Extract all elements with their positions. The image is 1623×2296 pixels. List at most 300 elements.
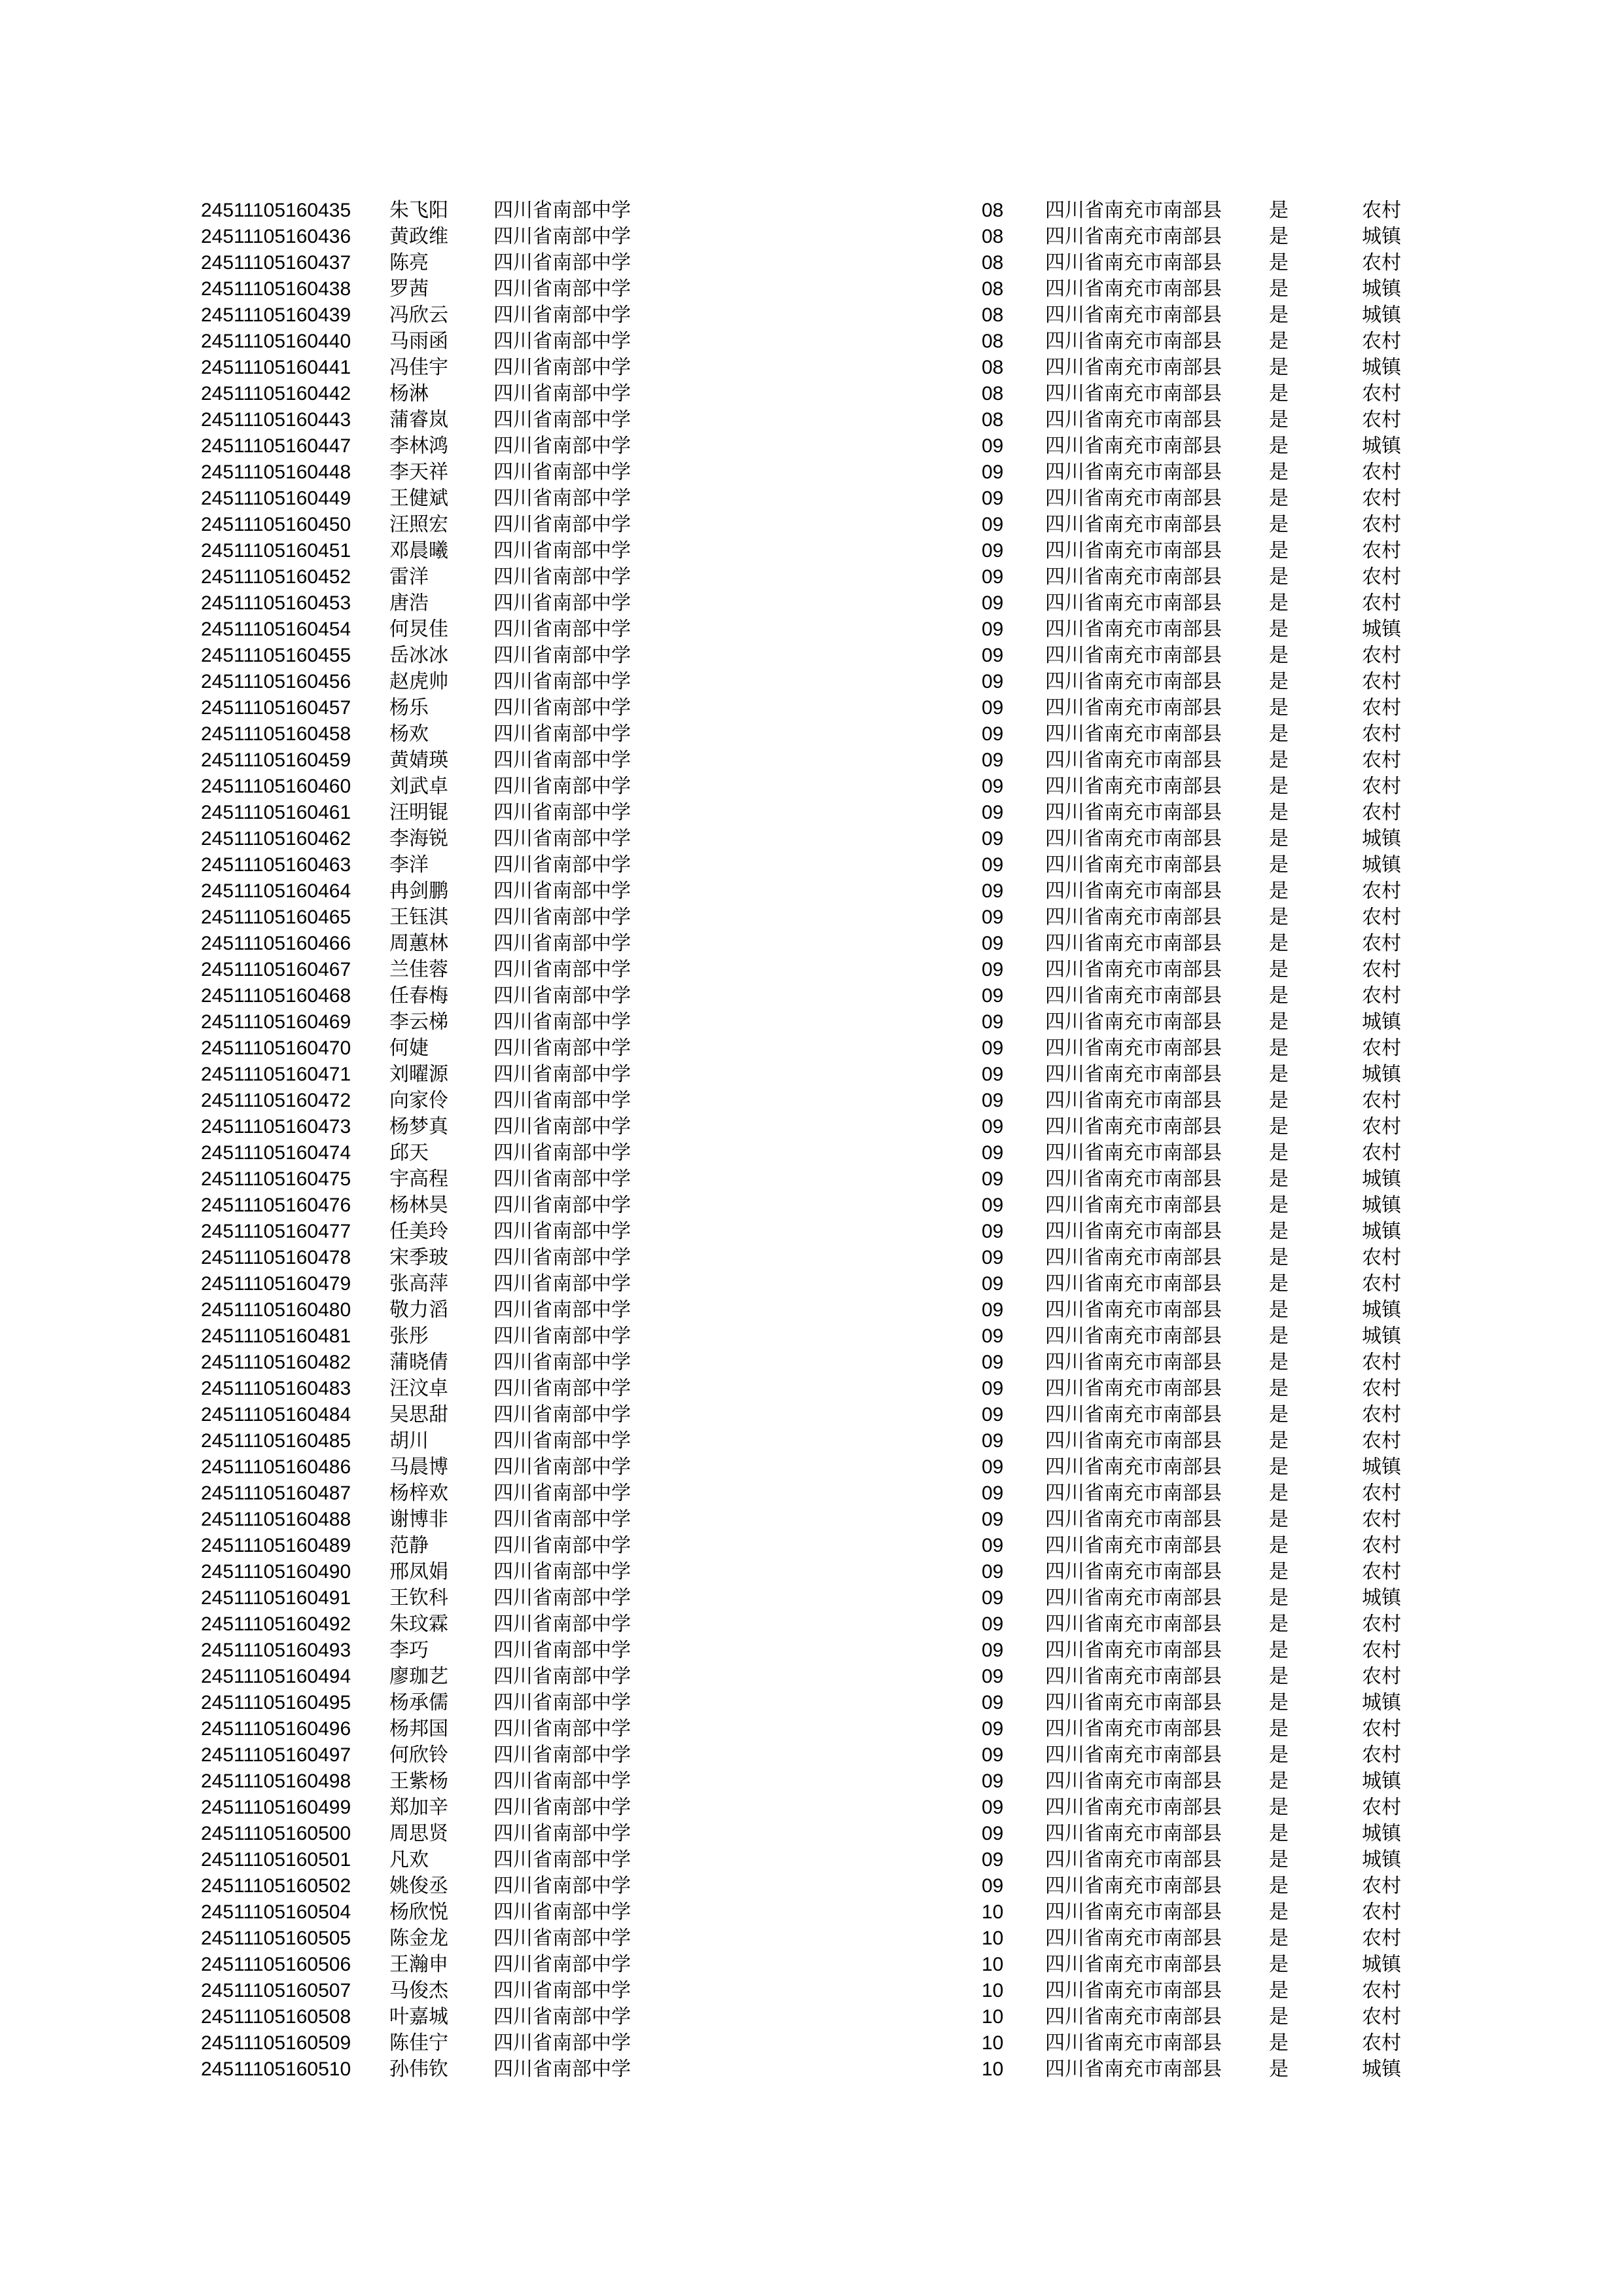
table-row	[201, 1428, 1444, 1454]
table-row	[201, 2004, 1444, 2030]
region-name: 四川省南充市南部县	[1045, 330, 1222, 353]
school-name: 四川省南部中学	[493, 1901, 631, 1924]
student-id: 24511105160466	[201, 933, 351, 954]
student-name: 王健斌	[389, 487, 448, 510]
student-name: 陈亮	[389, 251, 429, 274]
eligibility-flag: 是	[1269, 1429, 1289, 1452]
region-name: 四川省南充市南部县	[1045, 1063, 1222, 1086]
class-number: 09	[982, 1849, 1004, 1871]
residence-type: 农村	[1362, 1089, 1401, 1112]
table-row	[201, 1088, 1444, 1114]
student-id: 24511105160473	[201, 1116, 351, 1138]
region-name: 四川省南充市南部县	[1045, 1194, 1222, 1217]
eligibility-flag: 是	[1269, 1927, 1289, 1950]
residence-type: 农村	[1362, 1037, 1401, 1060]
class-number: 09	[982, 1613, 1004, 1635]
student-id: 24511105160493	[201, 1640, 351, 1661]
eligibility-flag: 是	[1269, 801, 1289, 824]
region-name: 四川省南充市南部县	[1045, 749, 1222, 772]
table-row	[201, 1166, 1444, 1193]
school-name: 四川省南部中学	[493, 670, 631, 693]
student-name: 范静	[389, 1534, 429, 1557]
school-name: 四川省南部中学	[493, 723, 631, 745]
region-name: 四川省南充市南部县	[1045, 1534, 1222, 1557]
region-name: 四川省南充市南部县	[1045, 1429, 1222, 1452]
student-name: 杨梓欢	[389, 1482, 448, 1505]
eligibility-flag: 是	[1269, 1770, 1289, 1793]
class-number: 08	[982, 200, 1004, 221]
eligibility-flag: 是	[1269, 932, 1289, 955]
class-number: 08	[982, 383, 1004, 404]
eligibility-flag: 是	[1269, 880, 1289, 903]
school-name: 四川省南部中学	[493, 1613, 631, 1636]
eligibility-flag: 是	[1269, 330, 1289, 353]
residence-type: 城镇	[1362, 1299, 1401, 1321]
school-name: 四川省南部中学	[493, 1874, 631, 1897]
table-row	[201, 1376, 1444, 1402]
school-name: 四川省南部中学	[493, 539, 631, 562]
school-name: 四川省南部中学	[493, 2032, 631, 2054]
eligibility-flag: 是	[1269, 1665, 1289, 1688]
class-number: 09	[982, 1797, 1004, 1818]
school-name: 四川省南部中学	[493, 1456, 631, 1479]
residence-type: 农村	[1362, 749, 1401, 772]
residence-type: 农村	[1362, 592, 1401, 615]
school-name: 四川省南部中学	[493, 1246, 631, 1269]
residence-type: 城镇	[1362, 1691, 1401, 1714]
student-id: 24511105160509	[201, 2032, 351, 2054]
residence-type: 城镇	[1362, 853, 1401, 876]
student-id: 24511105160501	[201, 1849, 351, 1871]
eligibility-flag: 是	[1269, 592, 1289, 615]
student-id: 24511105160485	[201, 1430, 351, 1452]
region-name: 四川省南充市南部县	[1045, 382, 1222, 405]
student-id: 24511105160480	[201, 1299, 351, 1321]
table-row	[201, 1454, 1444, 1480]
table-row	[201, 957, 1444, 983]
student-name: 马雨函	[389, 330, 448, 353]
region-name: 四川省南充市南部县	[1045, 1272, 1222, 1295]
student-id: 24511105160506	[201, 1954, 351, 1975]
eligibility-flag: 是	[1269, 278, 1289, 300]
student-id: 24511105160481	[201, 1325, 351, 1347]
region-name: 四川省南充市南部县	[1045, 1822, 1222, 1845]
class-number: 09	[982, 566, 1004, 588]
residence-type: 城镇	[1362, 1456, 1401, 1479]
student-id: 24511105160439	[201, 304, 351, 326]
region-name: 四川省南充市南部县	[1045, 1037, 1222, 1060]
class-number: 08	[982, 252, 1004, 274]
table-row	[201, 826, 1444, 852]
table-row	[201, 1507, 1444, 1533]
student-name: 李天祥	[389, 461, 448, 484]
table-row	[201, 1926, 1444, 1952]
residence-type: 农村	[1362, 984, 1401, 1007]
student-name: 任美玲	[389, 1220, 448, 1243]
student-id: 24511105160484	[201, 1404, 351, 1426]
student-id: 24511105160483	[201, 1378, 351, 1399]
student-name: 唐浩	[389, 592, 429, 615]
class-number: 09	[982, 488, 1004, 509]
class-number: 09	[982, 592, 1004, 614]
table-row	[201, 355, 1444, 381]
school-name: 四川省南部中学	[493, 304, 631, 327]
region-name: 四川省南充市南部县	[1045, 1587, 1222, 1609]
eligibility-flag: 是	[1269, 1587, 1289, 1609]
table-row	[201, 1978, 1444, 2004]
student-id: 24511105160490	[201, 1561, 351, 1583]
region-name: 四川省南充市南部县	[1045, 1141, 1222, 1164]
table-row	[201, 1271, 1444, 1297]
student-name: 陈金龙	[389, 1927, 448, 1950]
eligibility-flag: 是	[1269, 1744, 1289, 1767]
class-number: 09	[982, 1116, 1004, 1138]
residence-type: 农村	[1362, 408, 1401, 431]
student-name: 何婕	[389, 1037, 429, 1060]
residence-type: 农村	[1362, 199, 1401, 222]
school-name: 四川省南部中学	[493, 1508, 631, 1531]
table-row	[201, 905, 1444, 931]
class-number: 09	[982, 880, 1004, 902]
student-name: 张高萍	[389, 1272, 448, 1295]
region-name: 四川省南充市南部县	[1045, 1351, 1222, 1374]
school-name: 四川省南部中学	[493, 592, 631, 615]
student-name: 邱天	[389, 1141, 429, 1164]
student-id: 24511105160462	[201, 828, 351, 850]
class-number: 09	[982, 985, 1004, 1007]
student-name: 杨欢	[389, 723, 429, 745]
student-name: 马晨博	[389, 1456, 448, 1479]
eligibility-flag: 是	[1269, 565, 1289, 588]
table-row	[201, 1219, 1444, 1245]
eligibility-flag: 是	[1269, 461, 1289, 484]
eligibility-flag: 是	[1269, 723, 1289, 745]
eligibility-flag: 是	[1269, 906, 1289, 929]
class-number: 09	[982, 1509, 1004, 1530]
eligibility-flag: 是	[1269, 435, 1289, 457]
region-name: 四川省南充市南部县	[1045, 906, 1222, 929]
roster-table	[201, 198, 1444, 2083]
student-id: 24511105160502	[201, 1875, 351, 1897]
school-name: 四川省南部中学	[493, 1534, 631, 1557]
residence-type: 农村	[1362, 906, 1401, 929]
school-name: 四川省南部中学	[493, 1299, 631, 1321]
school-name: 四川省南部中学	[493, 225, 631, 248]
student-id: 24511105160488	[201, 1509, 351, 1530]
table-row	[201, 1716, 1444, 1742]
region-name: 四川省南充市南部县	[1045, 2005, 1222, 2028]
residence-type: 农村	[1362, 696, 1401, 719]
student-id: 24511105160455	[201, 645, 351, 666]
eligibility-flag: 是	[1269, 670, 1289, 693]
table-row	[201, 643, 1444, 669]
school-name: 四川省南部中学	[493, 1377, 631, 1400]
table-row	[201, 564, 1444, 590]
table-row	[201, 590, 1444, 617]
region-name: 四川省南充市南部县	[1045, 696, 1222, 719]
region-name: 四川省南充市南部县	[1045, 435, 1222, 457]
residence-type: 农村	[1362, 1482, 1401, 1505]
region-name: 四川省南充市南部县	[1045, 932, 1222, 955]
region-name: 四川省南充市南部县	[1045, 487, 1222, 510]
student-name: 李洋	[389, 853, 429, 876]
residence-type: 农村	[1362, 1665, 1401, 1688]
school-name: 四川省南部中学	[493, 1325, 631, 1348]
region-name: 四川省南充市南部县	[1045, 513, 1222, 536]
table-row	[201, 1062, 1444, 1088]
student-id: 24511105160435	[201, 200, 351, 221]
residence-type: 农村	[1362, 461, 1401, 484]
student-name: 汪明锟	[389, 801, 448, 824]
class-number: 09	[982, 1037, 1004, 1059]
class-number: 09	[982, 540, 1004, 562]
class-number: 09	[982, 1247, 1004, 1268]
school-name: 四川省南部中学	[493, 1979, 631, 2002]
student-name: 冯欣云	[389, 304, 448, 327]
region-name: 四川省南充市南部县	[1045, 1744, 1222, 1767]
student-id: 24511105160478	[201, 1247, 351, 1268]
student-id: 24511105160500	[201, 1823, 351, 1844]
student-id: 24511105160464	[201, 880, 351, 902]
class-number: 09	[982, 854, 1004, 876]
class-number: 09	[982, 1456, 1004, 1478]
school-name: 四川省南部中学	[493, 1691, 631, 1714]
student-name: 周思贤	[389, 1822, 448, 1845]
student-id: 24511105160452	[201, 566, 351, 588]
region-name: 四川省南充市南部县	[1045, 1325, 1222, 1348]
school-name: 四川省南部中学	[493, 696, 631, 719]
eligibility-flag: 是	[1269, 1796, 1289, 1819]
table-row	[201, 1611, 1444, 1638]
student-name: 杨承儒	[389, 1691, 448, 1714]
student-name: 周蕙林	[389, 932, 448, 955]
region-name: 四川省南充市南部县	[1045, 1770, 1222, 1793]
student-name: 孙伟钦	[389, 2058, 448, 2081]
student-name: 张彤	[389, 1325, 429, 1348]
student-name: 胡川	[389, 1429, 429, 1452]
region-name: 四川省南充市南部县	[1045, 1874, 1222, 1897]
residence-type: 农村	[1362, 1377, 1401, 1400]
residence-type: 农村	[1362, 1639, 1401, 1662]
residence-type: 农村	[1362, 1115, 1401, 1138]
residence-type: 农村	[1362, 539, 1401, 562]
region-name: 四川省南充市南部县	[1045, 1508, 1222, 1531]
school-name: 四川省南部中学	[493, 1141, 631, 1164]
school-name: 四川省南部中学	[493, 1744, 631, 1767]
student-id: 24511105160497	[201, 1744, 351, 1766]
table-row	[201, 878, 1444, 905]
region-name: 四川省南充市南部县	[1045, 1299, 1222, 1321]
student-name: 邓晨曦	[389, 539, 448, 562]
eligibility-flag: 是	[1269, 1351, 1289, 1374]
class-number: 09	[982, 1692, 1004, 1713]
residence-type: 城镇	[1362, 225, 1401, 248]
residence-type: 城镇	[1362, 1822, 1401, 1845]
class-number: 09	[982, 1142, 1004, 1164]
school-name: 四川省南部中学	[493, 1953, 631, 1976]
eligibility-flag: 是	[1269, 2058, 1289, 2081]
class-number: 08	[982, 304, 1004, 326]
residence-type: 农村	[1362, 1613, 1401, 1636]
student-name: 李林鸿	[389, 435, 448, 457]
table-row	[201, 1323, 1444, 1350]
class-number: 10	[982, 1928, 1004, 1949]
student-name: 汪照宏	[389, 513, 448, 536]
eligibility-flag: 是	[1269, 1115, 1289, 1138]
class-number: 09	[982, 906, 1004, 928]
class-number: 09	[982, 933, 1004, 954]
school-name: 四川省南部中学	[493, 1403, 631, 1426]
student-name: 何欣铃	[389, 1744, 448, 1767]
eligibility-flag: 是	[1269, 2032, 1289, 2054]
eligibility-flag: 是	[1269, 1011, 1289, 1033]
eligibility-flag: 是	[1269, 1403, 1289, 1426]
school-name: 四川省南部中学	[493, 1927, 631, 1950]
residence-type: 城镇	[1362, 1220, 1401, 1243]
eligibility-flag: 是	[1269, 696, 1289, 719]
student-name: 李海锐	[389, 827, 448, 850]
school-name: 四川省南部中学	[493, 618, 631, 641]
school-name: 四川省南部中学	[493, 853, 631, 876]
table-row	[201, 250, 1444, 276]
table-row	[201, 224, 1444, 250]
student-id: 24511105160451	[201, 540, 351, 562]
table-row	[201, 407, 1444, 433]
class-number: 09	[982, 1299, 1004, 1321]
eligibility-flag: 是	[1269, 775, 1289, 798]
residence-type: 农村	[1362, 1351, 1401, 1374]
school-name: 四川省南部中学	[493, 2005, 631, 2028]
school-name: 四川省南部中学	[493, 461, 631, 484]
student-name: 黄政维	[389, 225, 448, 248]
student-name: 王瀚申	[389, 1953, 448, 1976]
school-name: 四川省南部中学	[493, 1587, 631, 1609]
class-number: 08	[982, 331, 1004, 352]
class-number: 09	[982, 1561, 1004, 1583]
residence-type: 农村	[1362, 1979, 1401, 2002]
class-number: 09	[982, 514, 1004, 535]
region-name: 四川省南充市南部县	[1045, 1848, 1222, 1871]
student-id: 24511105160477	[201, 1221, 351, 1242]
student-id: 24511105160499	[201, 1797, 351, 1818]
eligibility-flag: 是	[1269, 1037, 1289, 1060]
class-number: 09	[982, 802, 1004, 823]
school-name: 四川省南部中学	[493, 984, 631, 1007]
residence-type: 城镇	[1362, 2058, 1401, 2081]
class-number: 09	[982, 1482, 1004, 1504]
residence-type: 农村	[1362, 513, 1401, 536]
student-id: 24511105160472	[201, 1090, 351, 1111]
residence-type: 农村	[1362, 2032, 1401, 2054]
region-name: 四川省南充市南部县	[1045, 1927, 1222, 1950]
region-name: 四川省南充市南部县	[1045, 1796, 1222, 1819]
student-name: 凡欢	[389, 1848, 429, 1871]
residence-type: 农村	[1362, 487, 1401, 510]
eligibility-flag: 是	[1269, 618, 1289, 641]
class-number: 10	[982, 1954, 1004, 1975]
school-name: 四川省南部中学	[493, 251, 631, 274]
school-name: 四川省南部中学	[493, 487, 631, 510]
table-row	[201, 983, 1444, 1009]
student-id: 24511105160510	[201, 2058, 351, 2080]
student-name: 杨梦真	[389, 1115, 448, 1138]
school-name: 四川省南部中学	[493, 906, 631, 929]
student-id: 24511105160441	[201, 357, 351, 378]
student-name: 杨淋	[389, 382, 429, 405]
class-number: 09	[982, 697, 1004, 719]
eligibility-flag: 是	[1269, 225, 1289, 248]
class-number: 08	[982, 409, 1004, 431]
eligibility-flag: 是	[1269, 1848, 1289, 1871]
region-name: 四川省南充市南部县	[1045, 1953, 1222, 1976]
student-id: 24511105160486	[201, 1456, 351, 1478]
region-name: 四川省南充市南部县	[1045, 723, 1222, 745]
residence-type: 城镇	[1362, 1168, 1401, 1191]
table-row	[201, 669, 1444, 695]
table-row	[201, 774, 1444, 800]
student-name: 谢博非	[389, 1508, 448, 1531]
student-name: 宋季玻	[389, 1246, 448, 1269]
eligibility-flag: 是	[1269, 513, 1289, 536]
school-name: 四川省南部中学	[493, 775, 631, 798]
school-name: 四川省南部中学	[493, 1168, 631, 1191]
student-name: 王紫杨	[389, 1770, 448, 1793]
class-number: 09	[982, 1378, 1004, 1399]
eligibility-flag: 是	[1269, 199, 1289, 222]
school-name: 四川省南部中学	[493, 1796, 631, 1819]
student-id: 24511105160496	[201, 1718, 351, 1740]
school-name: 四川省南部中学	[493, 1037, 631, 1060]
class-number: 09	[982, 1194, 1004, 1216]
eligibility-flag: 是	[1269, 1822, 1289, 1845]
residence-type: 农村	[1362, 801, 1401, 824]
residence-type: 城镇	[1362, 618, 1401, 641]
eligibility-flag: 是	[1269, 1874, 1289, 1897]
student-name: 郑加辛	[389, 1796, 448, 1819]
student-name: 黄婧瑛	[389, 749, 448, 772]
class-number: 09	[982, 435, 1004, 457]
region-name: 四川省南充市南部县	[1045, 827, 1222, 850]
school-name: 四川省南部中学	[493, 408, 631, 431]
residence-type: 城镇	[1362, 304, 1401, 327]
table-row	[201, 931, 1444, 957]
eligibility-flag: 是	[1269, 487, 1289, 510]
student-id: 24511105160498	[201, 1770, 351, 1792]
class-number: 09	[982, 723, 1004, 745]
student-name: 刘曜源	[389, 1063, 448, 1086]
residence-type: 农村	[1362, 382, 1401, 405]
class-number: 09	[982, 1718, 1004, 1740]
region-name: 四川省南充市南部县	[1045, 251, 1222, 274]
residence-type: 城镇	[1362, 356, 1401, 379]
school-name: 四川省南部中学	[493, 1011, 631, 1033]
region-name: 四川省南充市南部县	[1045, 1717, 1222, 1740]
region-name: 四川省南充市南部县	[1045, 670, 1222, 693]
residence-type: 城镇	[1362, 1953, 1401, 1976]
table-row	[201, 1585, 1444, 1611]
school-name: 四川省南部中学	[493, 2058, 631, 2081]
school-name: 四川省南部中学	[493, 749, 631, 772]
student-name: 邢凤娟	[389, 1560, 448, 1583]
student-id: 24511105160479	[201, 1273, 351, 1295]
eligibility-flag: 是	[1269, 1272, 1289, 1295]
residence-type: 农村	[1362, 1717, 1401, 1740]
region-name: 四川省南充市南部县	[1045, 408, 1222, 431]
student-name: 兰佳蓉	[389, 958, 448, 981]
table-row	[201, 512, 1444, 538]
student-name: 杨欣悦	[389, 1901, 448, 1924]
class-number: 09	[982, 1352, 1004, 1373]
